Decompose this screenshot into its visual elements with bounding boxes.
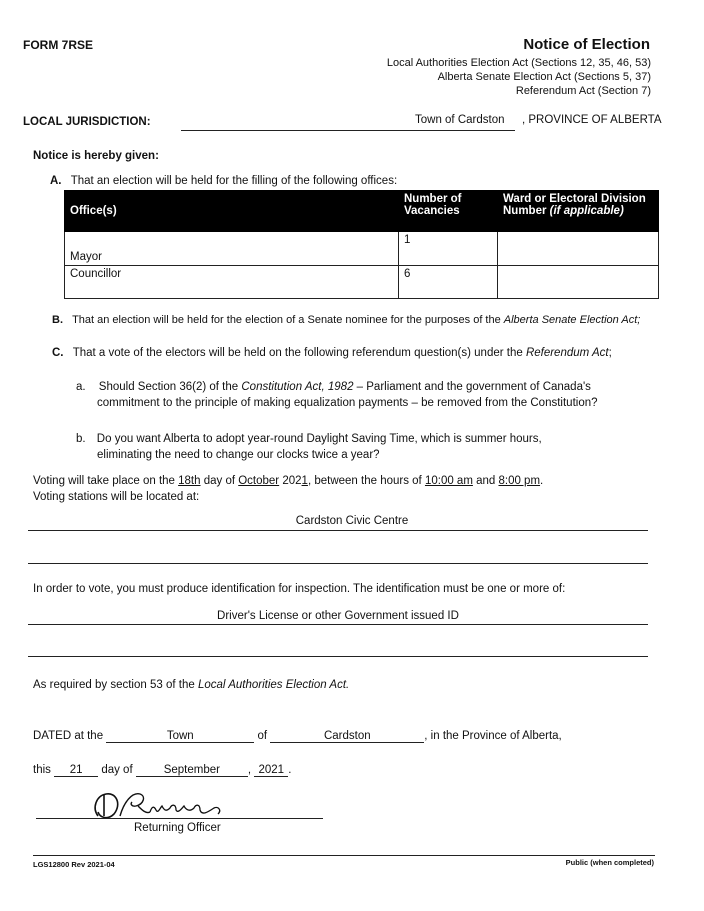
dated-day: 21 bbox=[54, 764, 98, 777]
cell-vacancies: 6 bbox=[399, 266, 498, 299]
dated-day-of: day of bbox=[101, 764, 133, 776]
id-line bbox=[28, 624, 648, 625]
dated-of-value: Cardston bbox=[270, 730, 424, 743]
voting-year-digit: 1 bbox=[301, 475, 308, 487]
section-c bbox=[52, 347, 612, 359]
section-c-text: That a vote of the electors will be held on the following referendum question(s) under the bbox=[72, 347, 526, 359]
footer-code: LGS12800 Rev 2021-04 bbox=[33, 860, 115, 869]
voting-station: Cardston Civic Centre bbox=[295, 515, 409, 527]
signature-image bbox=[90, 786, 240, 822]
voting-day: 18th bbox=[178, 475, 201, 487]
jurisdiction-province: , PROVINCE OF ALBERTA bbox=[522, 114, 662, 126]
footer-rule bbox=[33, 855, 655, 856]
cell-vacancies: 1 bbox=[399, 232, 498, 266]
col-ward-label: Ward or Electoral Division Number bbox=[503, 193, 646, 217]
question-a-line2: commitment to the principle of making equalization payments – be removed from the Constitution? bbox=[97, 397, 598, 409]
dated-at-label: DATED at the bbox=[33, 730, 104, 742]
voting-month: October bbox=[238, 475, 280, 487]
page-title: Notice of Election bbox=[523, 36, 650, 53]
jurisdiction-underline bbox=[181, 130, 515, 131]
act-reference: Alberta Senate Election Act (Sections 5, 37) bbox=[437, 71, 651, 83]
id-requirement: In order to vote, you must produce identification for inspection. The identification must be one or more of: bbox=[33, 583, 566, 595]
form-number: FORM 7RSE bbox=[23, 38, 94, 52]
offices-table bbox=[64, 190, 659, 299]
voting-text: , between the hours of bbox=[307, 475, 425, 487]
section-a-text: That an election will be held for the filling of the following offices: bbox=[70, 175, 398, 187]
question-a-line1-pre: Should Section 36(2) of the bbox=[98, 381, 242, 393]
signature-line bbox=[36, 818, 323, 819]
signature-role: Returning Officer bbox=[134, 822, 221, 834]
notice-heading: Notice is hereby given: bbox=[33, 150, 159, 162]
section-a bbox=[50, 175, 397, 187]
required-statement bbox=[33, 679, 349, 691]
dated-at-value: Town bbox=[106, 730, 254, 743]
voting-start: 10:00 am bbox=[424, 475, 473, 487]
question-b bbox=[76, 431, 542, 463]
col-vacancies-label: Number of Vacancies bbox=[404, 193, 462, 217]
section-c-letter: C. bbox=[52, 347, 64, 359]
station-line bbox=[28, 530, 648, 531]
question-b-letter: b. bbox=[76, 433, 86, 445]
section-b-text: That an election will be held for the election of a Senate nominee for the purposes of the bbox=[72, 314, 504, 326]
table-row bbox=[65, 266, 659, 299]
col-ward-note: (if applicable) bbox=[549, 205, 624, 217]
cell-ward bbox=[498, 232, 659, 266]
stations-label: Voting stations will be located at: bbox=[33, 491, 200, 503]
act-references bbox=[387, 56, 651, 98]
footer-status: Public (when completed) bbox=[565, 858, 654, 867]
voting-text: Voting will take place on the bbox=[33, 475, 179, 487]
section-b bbox=[52, 314, 640, 326]
voting-text: 202 bbox=[279, 475, 302, 487]
dated-this-label: this bbox=[33, 764, 51, 776]
required-text: As required by section 53 of the bbox=[33, 679, 198, 691]
section-b-act: Alberta Senate Election Act; bbox=[503, 314, 641, 326]
voting-info bbox=[33, 473, 543, 505]
id-line-blank bbox=[28, 656, 648, 657]
act-reference: Referendum Act (Section 7) bbox=[515, 85, 651, 97]
dated-month: September bbox=[136, 764, 248, 777]
id-value: Driver's License or other Government issued ID bbox=[217, 610, 459, 622]
dated-of-label: of bbox=[257, 730, 268, 742]
voting-text: day of bbox=[200, 475, 239, 487]
required-act: Local Authorities Election Act. bbox=[197, 679, 350, 691]
question-a bbox=[76, 379, 598, 411]
question-a-line1-post: – Parliament and the government of Canada's bbox=[353, 381, 591, 393]
dated-year: 2021 bbox=[254, 764, 288, 777]
cell-ward bbox=[498, 266, 659, 299]
question-a-letter: a. bbox=[76, 381, 86, 393]
dated-day-line: this 21 day of September , 2021 . bbox=[33, 764, 292, 776]
table-row bbox=[65, 232, 659, 266]
section-a-letter: A. bbox=[50, 175, 62, 187]
voting-end: 8:00 pm bbox=[498, 475, 541, 487]
col-vacancies bbox=[399, 191, 498, 232]
station-line-blank bbox=[28, 563, 648, 564]
act-reference: Local Authorities Election Act (Sections 12, 35, 46, 53) bbox=[386, 57, 651, 69]
cell-office: Mayor bbox=[65, 232, 399, 266]
dated-line bbox=[33, 730, 562, 743]
col-ward bbox=[498, 191, 659, 232]
voting-text: and bbox=[472, 475, 499, 487]
dated-province: , in the Province of Alberta, bbox=[424, 730, 562, 742]
section-c-act: Referendum Act bbox=[525, 347, 609, 359]
section-c-end: ; bbox=[608, 347, 612, 359]
section-b-letter: B. bbox=[52, 314, 63, 326]
voting-text: . bbox=[540, 475, 544, 487]
question-b-line1: Do you want Alberta to adopt year-round Daylight Saving Time, which is summer hours, bbox=[96, 433, 542, 445]
table-header-row bbox=[65, 191, 659, 232]
jurisdiction-value: Town of Cardston bbox=[415, 114, 505, 126]
question-b-line2: eliminating the need to change our clocks twice a year? bbox=[97, 449, 380, 461]
col-office: Office(s) bbox=[65, 191, 399, 232]
jurisdiction-label: LOCAL JURISDICTION: bbox=[23, 116, 151, 128]
question-a-act: Constitution Act, 1982 bbox=[241, 381, 354, 393]
cell-office: Councillor bbox=[65, 266, 399, 299]
dated-period: . bbox=[288, 764, 292, 776]
